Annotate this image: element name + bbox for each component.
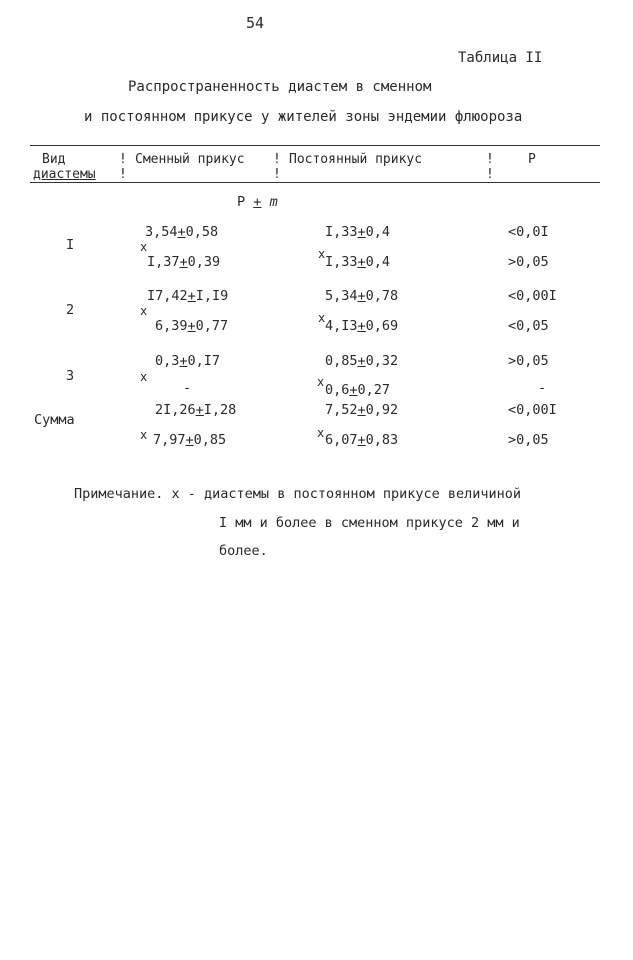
table-header-rule: [30, 182, 600, 183]
row-label: 3: [66, 368, 75, 384]
row-label: I: [66, 237, 75, 253]
mixed-value: 3,54+0,58: [145, 224, 219, 240]
permanent-value: 5,34+0,78: [325, 288, 399, 304]
permanent-value: 6,07+0,83: [325, 432, 399, 448]
mixed-value: 0,3+0,I7: [155, 353, 221, 369]
mixed-value: 2I,26+I,28: [155, 402, 237, 418]
permanent-value: I,33+0,4: [325, 254, 391, 270]
p-value: <0,05: [508, 318, 549, 334]
mixed-value: I7,42+I,I9: [147, 288, 229, 304]
header-sep: !: [486, 152, 494, 167]
note-line1: Примечание. х - диастемы в постоянном прикусе величиной: [74, 486, 522, 502]
p-value: -: [538, 380, 547, 396]
row-marker: x: [140, 428, 148, 442]
header-sep: !: [273, 152, 281, 167]
row-label: 2: [66, 302, 75, 318]
row-marker: x: [317, 426, 325, 440]
note-line2: I мм и более в сменном прикусе 2 мм и: [219, 515, 520, 531]
subheader-m: m: [269, 194, 278, 210]
row-marker: x: [317, 375, 325, 389]
mixed-value-empty: -: [183, 380, 192, 396]
mixed-value: I,37+0,39: [147, 254, 221, 270]
row-marker: x: [140, 304, 148, 318]
p-value: <0,00I: [508, 288, 557, 304]
header-permanent-bite: Постоянный прикус: [289, 152, 423, 167]
mixed-value: 7,97+0,85: [153, 432, 227, 448]
table-title-line1: Распространенность диастем в сменном: [128, 79, 432, 95]
p-value: <0,0I: [508, 224, 549, 240]
p-value: >0,05: [508, 353, 549, 369]
header-sep: !: [119, 167, 127, 182]
header-type-line1: Вид: [42, 152, 66, 167]
header-type-line2: диастемы: [33, 167, 96, 182]
row-label: Сумма: [34, 412, 75, 428]
header-p: P: [528, 152, 536, 167]
table-top-rule: [30, 145, 600, 146]
p-value: <0,00I: [508, 402, 557, 418]
header-sep: !: [486, 167, 494, 182]
permanent-value: 7,52+0,92: [325, 402, 399, 418]
row-marker: x: [318, 247, 326, 261]
row-marker: x: [140, 370, 148, 384]
row-marker: x: [140, 240, 148, 254]
row-marker: x: [318, 311, 326, 325]
permanent-value: 4,I3+0,69: [325, 318, 399, 334]
p-value: >0,05: [508, 254, 549, 270]
subheader-plus: +: [253, 194, 262, 210]
permanent-value: I,33+0,4: [325, 224, 391, 240]
subheader-p-pm-m: [237, 194, 278, 210]
page-number: 54: [246, 14, 265, 32]
header-sep: !: [119, 152, 127, 167]
table-label: Таблица II: [458, 50, 543, 66]
subheader-p: P: [237, 194, 246, 210]
mixed-value: 6,39+0,77: [155, 318, 229, 334]
table-title-line2: и постоянном прикусе у жителей зоны эндемии флюороза: [84, 109, 523, 125]
permanent-value: 0,6+0,27: [325, 382, 391, 398]
note-line3: более.: [219, 543, 268, 559]
permanent-value: 0,85+0,32: [325, 353, 399, 369]
header-sep: !: [273, 167, 281, 182]
header-mixed-bite: Сменный прикус: [135, 152, 245, 167]
p-value: >0,05: [508, 432, 549, 448]
